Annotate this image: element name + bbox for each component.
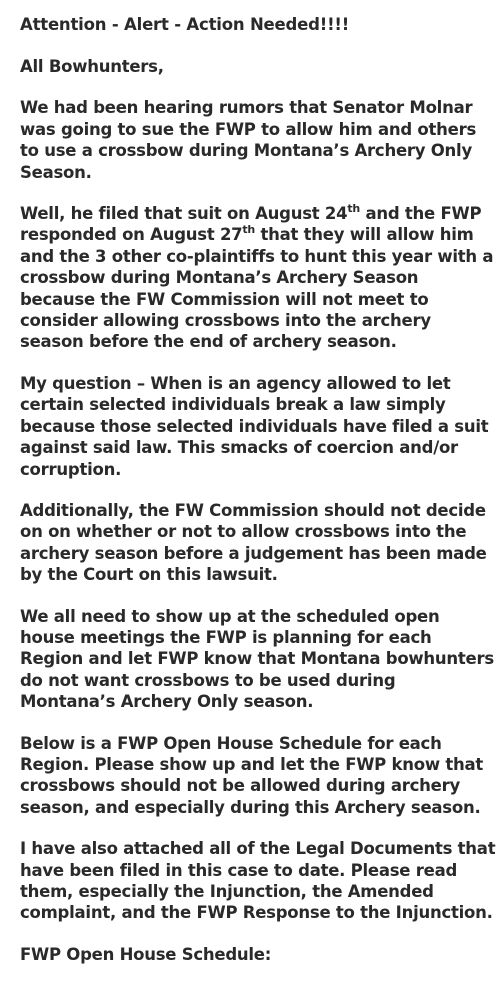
lawsuit-text-2: and the FWP responded on August 27 bbox=[20, 204, 482, 245]
paragraph-lawsuit bbox=[20, 203, 496, 353]
document-body bbox=[20, 14, 496, 985]
paragraph-legal-documents: I have also attached all of the Legal Documents that have been filed in this case to date. Please read them, especially the Injunction, the Amended complaint, and the FWP Response to the Injunction. bbox=[20, 839, 496, 923]
paragraph-commission: Additionally, the FW Commission should not decide on on whether or not to allow crossbows into the archery season before a judgement has been made by the Court on this lawsuit. bbox=[20, 500, 487, 585]
lawsuit-text-3: that they will allow him and the 3 other co-plaintiffs to hunt this year with a crossbow during Montana’s Archery Season because the FW Commission will not meet to consider allowing crossbows into the archery season before the end of archery season. bbox=[20, 225, 494, 352]
paragraph-rumors: We had been hearing rumors that Senator Molnar was going to sue the FWP to allow him and others to use a crossbow during Montana’s Archery Only Season. bbox=[20, 98, 477, 182]
paragraph-open-house: We all need to show up at the scheduled open house meetings the FWP is planning for each Region and let FWP know that Montana bowhunters do not want crossbows to be used during Montana’s Archery Only season. bbox=[20, 606, 494, 712]
paragraph-schedule-intro: Below is a FWP Open House Schedule for each Region. Please show up and let the FWP know that crossbows should not be allowed during archery season, and especially during this Archery season. bbox=[20, 733, 483, 817]
superscript-th-2: th bbox=[242, 222, 256, 236]
paragraph-question: My question – When is an agency allowed to let certain selected individuals break a law simply because those selected individuals have filed a suit against said law. This smacks of coercion and/or corruption. bbox=[20, 373, 489, 479]
lawsuit-text-1: Well, he filed that suit on August 24 bbox=[20, 204, 348, 224]
alert-title: Attention - Alert - Action Needed!!!! bbox=[20, 15, 350, 34]
superscript-th-1: th bbox=[347, 201, 360, 215]
schedule-heading: FWP Open House Schedule: bbox=[20, 944, 272, 964]
greeting: All Bowhunters, bbox=[20, 57, 164, 76]
